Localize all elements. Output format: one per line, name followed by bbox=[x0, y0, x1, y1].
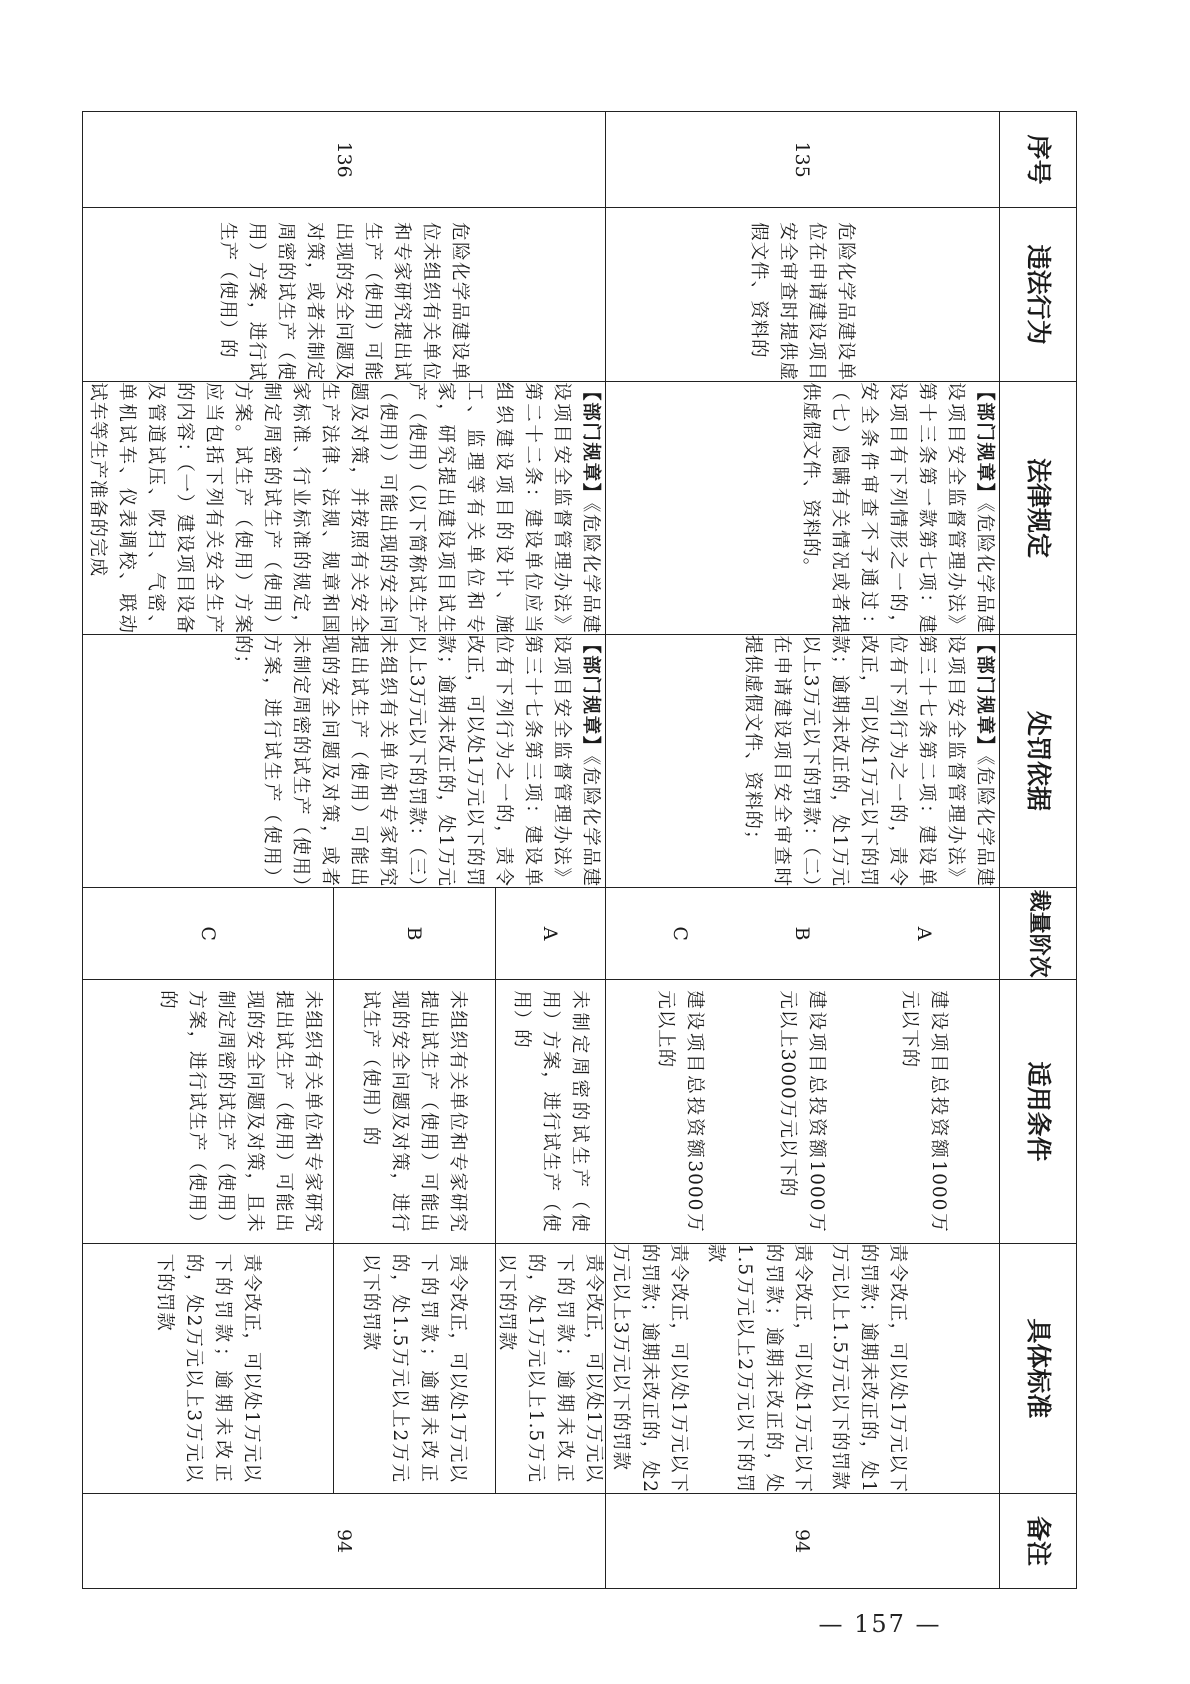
penalty-table-rotated bbox=[87, 111, 1077, 1589]
header-level: 裁量阶次 bbox=[1000, 888, 1077, 980]
row-conditions bbox=[83, 980, 606, 1244]
level-b: B bbox=[333, 888, 495, 979]
level-a: A bbox=[495, 888, 605, 979]
row-remark: 94 bbox=[83, 1494, 606, 1589]
header-row bbox=[1000, 112, 1077, 1589]
basis-tag: 【部门规章】 bbox=[974, 635, 995, 756]
standard-grid bbox=[83, 1244, 605, 1493]
level-c: C bbox=[669, 926, 692, 941]
level-a: A bbox=[913, 926, 936, 941]
header-seq: 序号 bbox=[1000, 112, 1077, 208]
row-levels bbox=[606, 888, 1000, 980]
standard-a: 责令改正，可以处1万元以下的罚款；逾期未改正的，处1万元以上1.5万元以下的罚款 bbox=[495, 1244, 605, 1493]
basis-text: 《危险化学品建设项目安全监督管理办法》第三十七条第二项：建设单位有下列行为之一的，责令改正，可以处1万元以下的罚款；逾期未改正的，处1万元以上3万元以下的罚款：（二）在申请建设项目安全审查时提供虚假文件、资料的； bbox=[742, 635, 995, 888]
row-conditions bbox=[606, 980, 1000, 1244]
level-grid bbox=[83, 888, 605, 979]
law-text: 《危险化学品建设项目安全监督管理办法》第二十二条：建设单位应当组织建设项目的设计、施工、监理等有关单位和专家，研究提出建设项目试生产（使用）（以下简称试生产（使用））可能出现的安全问题及对策，并按照有关安全生产法律、法规、规章和国家标准、行业标准的规定，制定周密的试生产（使用）方案。试生产（使用）方案应当包括下列有关安全生产的内容：（一）建设项目设备及管道试压、吹扫、气密、单机试车、仪表调校、联动试车等生产准备的完成 bbox=[87, 382, 601, 635]
level-b: B bbox=[791, 926, 814, 941]
header-law: 法律规定 bbox=[1000, 382, 1077, 635]
condition-b: 建设项目总投资额1000万元以上3000万元以下的 bbox=[777, 990, 828, 1233]
law-text: 《危险化学品建设项目安全监督管理办法》第十三条第一款第七项：建设项目有下列情形之一的，安全条件审查不予通过：（七）隐瞒有关情况或者提供虚假文件、资料的。 bbox=[800, 382, 995, 635]
condition-b: 未组织有关单位和专家研究提出试生产（使用）可能出现的安全问题及对策，进行试生产（使用）的 bbox=[333, 980, 495, 1243]
table-row bbox=[606, 112, 1000, 1589]
header-violation: 违法行为 bbox=[1000, 208, 1077, 382]
row-standards bbox=[83, 1243, 606, 1493]
row-basis bbox=[606, 635, 1000, 888]
standard-a: 责令改正，可以处1万元以下的罚款；逾期未改正的，处1万元以上1.5万元以下的罚款 bbox=[829, 1243, 908, 1494]
header-basis: 处罚依据 bbox=[1000, 635, 1077, 888]
law-tag: 【部门规章】 bbox=[580, 382, 601, 503]
standard-b: 责令改正，可以处1万元以下的罚款；逾期未改正的，处1.5万元以上2万元以下的罚款 bbox=[705, 1243, 813, 1494]
condition-c: 未组织有关单位和专家研究提出试生产（使用）可能出现的安全问题及对策，且未制定周密的试生产（使用）方案，进行试生产（使用）的 bbox=[157, 990, 323, 1233]
row-levels bbox=[83, 888, 606, 980]
header-condition: 适用条件 bbox=[1000, 980, 1077, 1244]
row-violation: 危险化学品建设单位在申请建设项目安全审查时提供虚假文件、资料的 bbox=[606, 208, 1000, 382]
page-number: — 157 — bbox=[818, 1610, 942, 1638]
basis-tag: 【部门规章】 bbox=[580, 635, 601, 756]
row-standards bbox=[606, 1243, 1000, 1493]
condition-grid bbox=[83, 980, 605, 1243]
header-remark: 备注 bbox=[1000, 1494, 1077, 1589]
header-standard: 具体标准 bbox=[1000, 1243, 1077, 1493]
row-violation: 危险化学品建设单位未组织有关单位和专家研究提出试生产（使用）可能出现的安全问题及对策，或者未制定周密的试生产（使用）方案，进行试生产（使用）的 bbox=[83, 208, 606, 382]
row-remark: 94 bbox=[606, 1494, 1000, 1589]
row-seq: 136 bbox=[83, 112, 606, 208]
standard-c: 责令改正，可以处1万元以下的罚款；逾期未改正的，处2万元以上3万元以下的罚款 bbox=[610, 1243, 689, 1494]
row-seq: 135 bbox=[606, 112, 1000, 208]
standard-c: 责令改正，可以处1万元以下的罚款；逾期未改正的，处2万元以上3万元以下的罚款 bbox=[154, 1253, 262, 1484]
row-law bbox=[83, 382, 606, 635]
penalty-table bbox=[82, 111, 1077, 1589]
table-row bbox=[83, 112, 606, 1589]
level-c: C bbox=[197, 926, 219, 941]
condition-a: 建设项目总投资额1000万元以下的 bbox=[899, 990, 950, 1233]
row-law bbox=[606, 382, 1000, 635]
law-tag: 【部门规章】 bbox=[974, 382, 995, 503]
standard-b: 责令改正，可以处1万元以下的罚款；逾期未改正的，处1.5万元以上2万元以下的罚款 bbox=[333, 1244, 495, 1493]
row-basis bbox=[83, 635, 606, 888]
condition-a: 未制定周密的试生产（使用）方案，进行试生产（使用）的 bbox=[495, 980, 605, 1243]
condition-c: 建设项目总投资额3000万元以上的 bbox=[655, 990, 706, 1233]
basis-text: 《危险化学品建设项目安全监督管理办法》第三十七条第三项：建设单位有下列行为之一的，责令改正，可以处1万元以下的罚款；逾期未改正的，处1万元以上3万元以下的罚款：（三）未组织有关单位和专家研究提出试生产（使用）可能出现的安全问题及对策，或者未制定周密的试生产（使用）方案，进行试生产（使用）的； bbox=[232, 635, 601, 888]
